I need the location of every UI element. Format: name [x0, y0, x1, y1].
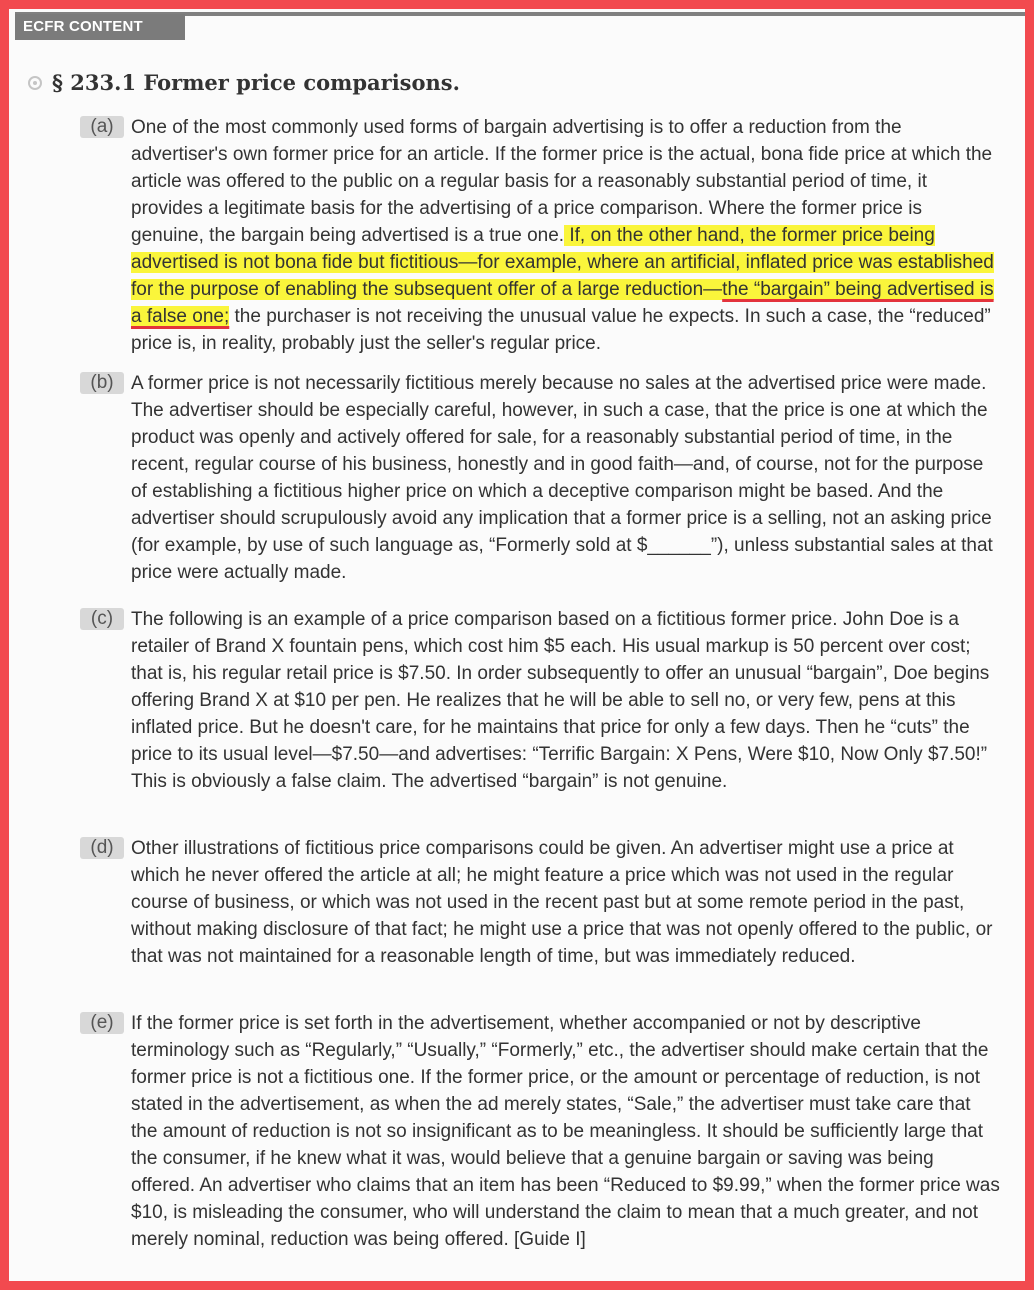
section-heading — [28, 70, 460, 95]
paragraph-text — [131, 114, 1000, 357]
paragraph-d — [80, 835, 1000, 970]
paragraph-text: If the former price is set forth in the advertisement, whether accompanied or not by descriptive terminology such as “Regularly,” “Usually,” “Formerly,” etc., the advertiser should make certain that the former price is not a fictitious one. If the former price, or the amount or percentage of reduction, is not stated in the advertisement, as when the ad merely states, “Sale,” the advertiser must take care that the amount of reduction is not so insignificant as to be meaningless. It should be sufficiently large that the consumer, if he knew what it was, would believe that a genuine bargain or saving was being offered. An advertiser who claims that an item has been “Reduced to $9.99,” when the former price was $10, is misleading the consumer, who will understand the claim to mean that a much greater, and not merely nominal, reduction was being offered. [Guide I] — [131, 1013, 1000, 1250]
highlighted-text: If, on the other hand, the former price being advertised is not bona fide but fictitious—for example, where an artificial, inflated price was established for the purpose of enabling the subsequent offer of a large reduction— — [131, 225, 994, 300]
paragraph-e — [80, 1010, 1000, 1253]
paragraph-a-text-2: the purchaser is not receiving the unusual value he expects. In such a case, the “reduced” price is, in reality, probably just the seller's regular price. — [131, 306, 991, 354]
paragraph-label[interactable]: (b) — [80, 372, 124, 394]
section-toggle-icon[interactable] — [28, 76, 42, 90]
paragraph-b — [80, 370, 1000, 586]
paragraph-text: The following is an example of a price comparison based on a fictitious former price. John Doe is a retailer of Brand X fountain pens, which cost him $5 each. His usual markup is 50 percent over cost; that is, his regular retail price is $7.50. In order subsequently to offer an unusual “bargain”, Doe begins offering Brand X at $10 per pen. He realizes that he will be able to sell no, or very few, pens at this inflated price. But he doesn't care, for he maintains that price for only a few days. Then he “cuts” the price to its usual level—$7.50—and advertises: “Terrific Bargain: X Pens, Were $10, Now Only $7.50!” This is obviously a false claim. The advertised “bargain” is not genuine. — [131, 609, 990, 792]
paragraph-text: A former price is not necessarily fictitious merely because no sales at the advertised price were made. The advertiser should be especially careful, however, in such a case, that the price is one at which the product was openly and actively offered for sale, for a reasonably substantial period of time, in the recent, regular course of his business, honestly and in good faith—and, of course, not for the purpose of establishing a fictitious higher price on which a deceptive comparison might be based. And the advertiser should scrupulously avoid any implication that a former price is a selling, not an asking price (for example, by use of such language as, “Formerly sold at $______”), unless substantial sales at that price were actually made. — [131, 373, 993, 583]
section-title: § 233.1 Former price comparisons. — [52, 70, 460, 95]
paragraph-label[interactable]: (a) — [80, 116, 124, 138]
paragraph-label[interactable]: (e) — [80, 1012, 124, 1034]
paragraph-label[interactable]: (d) — [80, 837, 124, 859]
ecfr-content-tab: ECFR CONTENT — [15, 14, 185, 40]
paragraph-a-text-1: One of the most commonly used forms of bargain advertising is to offer a reduction from the advertiser's own former price for an article. If the former price is the actual, bona fide price at which the article was offered to the public on a regular basis for a reasonably substantial period of time, it provides a legitimate basis for the advertising of a price comparison. Where the former price is genuine, the bargain being advertised is a true one. — [131, 117, 993, 246]
paragraph-c — [80, 606, 1000, 795]
paragraph-label[interactable]: (c) — [80, 608, 124, 630]
highlighted-underlined-text: the “bargain” being advertised is a false one; — [131, 279, 994, 327]
paragraph-a — [80, 114, 1000, 357]
paragraph-text: Other illustrations of fictitious price comparisons could be given. An advertiser might use a price at which he never offered the article at all; he might feature a price which was not used in the regular course of business, or which was not used in the recent past but at some remote period in the past, without making disclosure of that fact; he might use a price that was not openly offered to the public, or that was not maintained for a reasonable length of time, but was immediately reduced. — [131, 838, 993, 967]
